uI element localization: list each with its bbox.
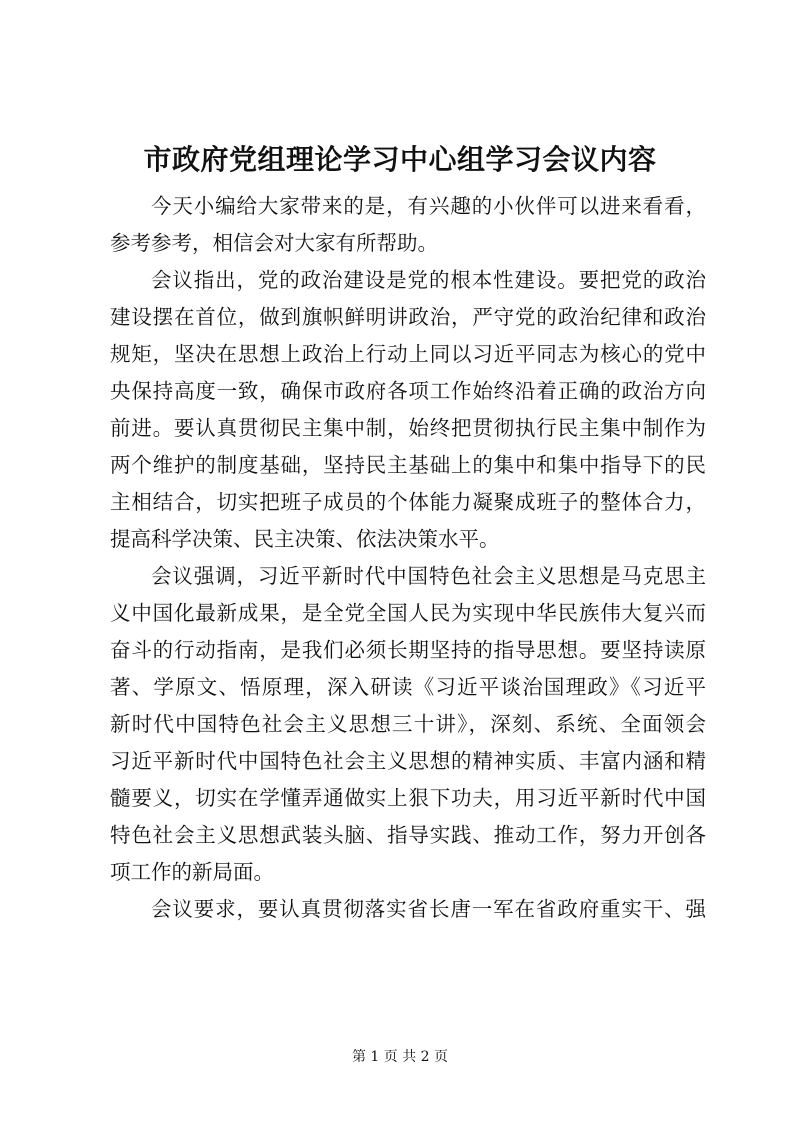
paragraph-meeting-required (110, 891, 706, 928)
text-line: 会议要求，要认真贯彻落实省长唐一军在省政府重实干、强 (151, 897, 706, 921)
text-line: 规矩，坚决在思想上政治上行动上同以习近平同志为核心的党中 (110, 342, 706, 366)
paragraph-meeting-pointed-out (110, 262, 706, 558)
text-line: 会议强调，习近平新时代中国特色社会主义思想是马克思主 (151, 564, 706, 588)
text-line: 提高科学决策、民主决策、依法决策水平。 (110, 527, 500, 551)
page-footer: 第 1 页 共 2 页 (351, 1049, 449, 1065)
document-title: 市政府党组理论学习中心组学习会议内容 (143, 143, 657, 176)
text-line: 央保持高度一致，确保市政府各项工作始终沿着正确的政治方向 (110, 379, 706, 403)
text-line: 著、学原文、悟原理，深入研读《习近平谈治国理政》《习近平 (110, 675, 706, 699)
text-line: 习近平新时代中国特色社会主义思想的精神实质、丰富内涵和精 (110, 749, 706, 773)
text-line: 会议指出，党的政治建设是党的根本性建设。要把党的政治 (151, 268, 706, 292)
text-line: 项工作的新局面。 (110, 860, 274, 884)
text-line: 今天小编给大家带来的是，有兴趣的小伙伴可以进来看看， (151, 194, 706, 218)
paragraph-intro (110, 188, 706, 262)
paragraph-meeting-emphasized (110, 558, 706, 891)
text-line: 义中国化最新成果，是全党全国人民为实现中华民族伟大复兴而 (110, 601, 706, 625)
text-line: 参考参考，相信会对大家有所帮助。 (110, 231, 438, 255)
text-line: 建设摆在首位，做到旗帜鲜明讲政治，严守党的政治纪律和政治 (110, 305, 706, 329)
text-line: 髓要义，切实在学懂弄通做实上狠下功夫，用习近平新时代中国 (110, 786, 706, 810)
text-line: 两个维护的制度基础，坚持民主基础上的集中和集中指导下的民 (110, 453, 706, 477)
text-line: 奋斗的行动指南，是我们必须长期坚持的指导思想。要坚持读原 (110, 638, 706, 662)
text-line: 前进。要认真贯彻民主集中制，始终把贯彻执行民主集中制作为 (110, 416, 706, 440)
text-line: 特色社会主义思想武装头脑、指导实践、推动工作，努力开创各 (110, 823, 706, 847)
text-line: 新时代中国特色社会主义思想三十讲》，深刻、系统、全面领会 (110, 712, 706, 736)
text-line: 主相结合，切实把班子成员的个体能力凝聚成班子的整体合力， (110, 490, 706, 514)
document-body (110, 188, 706, 928)
